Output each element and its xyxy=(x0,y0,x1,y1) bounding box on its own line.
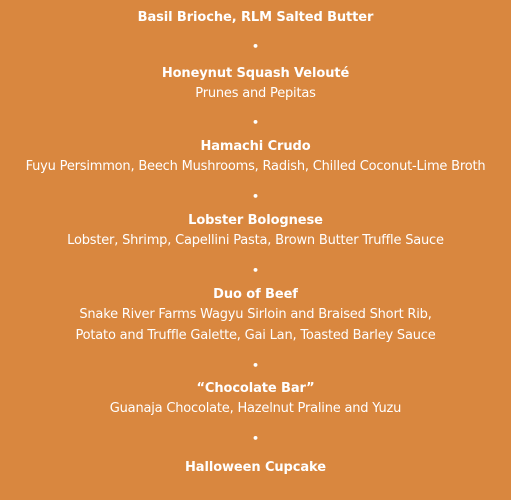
course-description: Lobster, Shrimp, Capellini Pasta, Brown Butter Truffle Sauce xyxy=(67,233,444,248)
course-description: Fuyu Persimmon, Beech Mushrooms, Radish, Chilled Coconut-Lime Broth xyxy=(25,159,486,174)
course-title: Hamachi Crudo xyxy=(200,139,311,154)
course-separator: • xyxy=(251,190,260,203)
course-separator: • xyxy=(251,264,260,277)
course-title: Basil Brioche, RLM Salted Butter xyxy=(137,10,374,25)
course-separator: • xyxy=(251,432,260,445)
course-description: Guanaja Chocolate, Hazelnut Praline and Yuzu xyxy=(109,401,402,416)
course-description: Potato and Truffle Galette, Gai Lan, Toasted Barley Sauce xyxy=(75,328,436,343)
course-title: Halloween Cupcake xyxy=(185,460,326,475)
course-title: Duo of Beef xyxy=(213,287,298,302)
course-description: Prunes and Pepitas xyxy=(195,86,316,101)
course-title: “Chocolate Bar” xyxy=(196,381,315,396)
course-description: Snake River Farms Wagyu Sirloin and Braised Short Rib, xyxy=(79,307,432,322)
course-separator: • xyxy=(251,359,260,372)
course-title: Lobster Bolognese xyxy=(188,213,323,228)
course-title: Honeynut Squash Velouté xyxy=(161,66,350,81)
course-separator: • xyxy=(251,40,260,53)
course-separator: • xyxy=(251,116,260,129)
